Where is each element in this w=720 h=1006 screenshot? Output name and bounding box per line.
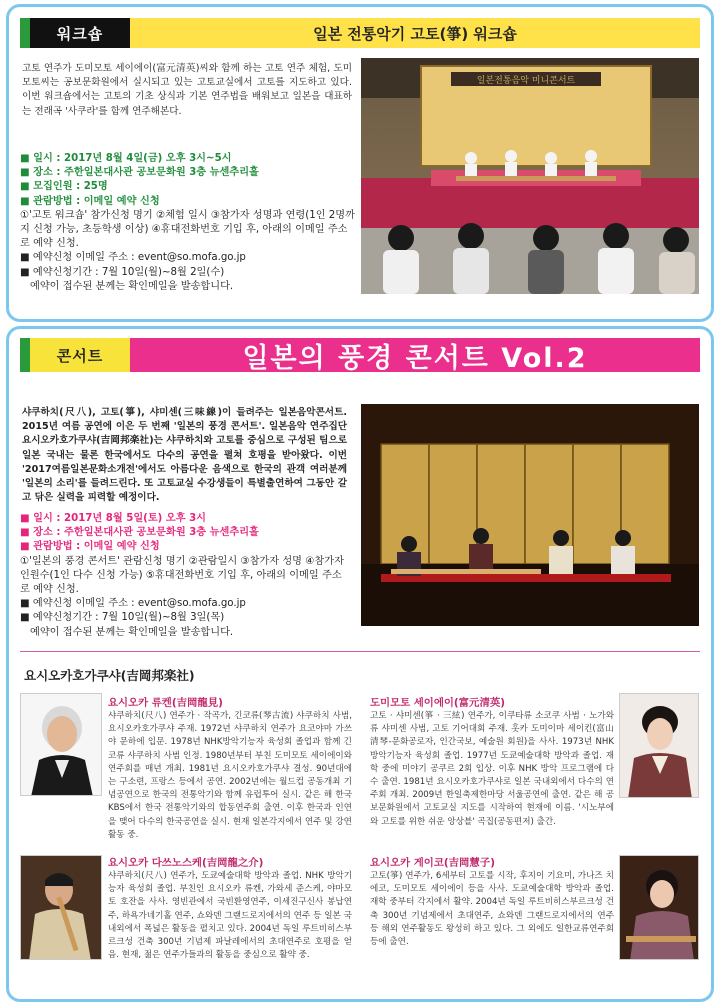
koto-class-photo bbox=[361, 58, 699, 294]
concert-steps: ①'일본의 풍경 콘서트' 관람신청 명기 ②관람일시 ③참가자 성명 ④참가자 인원수(1인 다수 신청 가능) ⑤휴대전화번호 기입 후, 아래의 이메일 주소로 예약 신청. bbox=[20, 555, 344, 596]
member-bio-ryuken: 샤쿠하치(尺八) 연주가 · 작곡가, 긴코류(琴古流) 샤쿠하치 사범, 요시오카호가쿠샤 주재. 1972년 샤쿠하치 연주가 요코야마 가쓰야 문하에 입문. 1978년 NHK방악기능자 육성회 졸업과 함께 긴코류 샤쿠하치 사범 인정. 1980년부터 부친 도미모토 세이에이와 연주회를 매년 개최. 1981년 요시오카호가쿠샤 결성. 90년대에는 구소련, 프랑스 등에서 공연. 2002년에는 월드컵 공동개최 기념공연으로 한국의 전통악기와 함께 유럽투어 실시. 같은 해 한국 KBS에서 한국 전통악기와의 합동연주회 출연. 이후 한국과 인연을 맺어 다수의 한국공연을 실시. 현재 일본각지에서 연주 및 강연활동 중. bbox=[108, 711, 352, 840]
concert-email: ■ 예약신청 이메일 주소 : event@so.mofa.go.jp bbox=[20, 598, 246, 610]
workshop-note: 예약이 접수된 분께는 확인메일을 발송합니다. bbox=[30, 280, 234, 292]
member-name-seiei: 도미모토 세이에이(富元清英) bbox=[370, 697, 505, 709]
workshop-steps: ①'고토 워크숍' 참가신청 명기 ②체험 일시 ③참가자 성명과 연령(1인 2명까지 신청 가능, 초등학생 이상) ④휴대전화번호 기입 후, 아래의 이메일 주소로 예약 신청. bbox=[20, 209, 355, 250]
workshop-info bbox=[20, 152, 355, 294]
concert-method: ■ 관람방법 : 이메일 예약 신청 bbox=[20, 541, 160, 553]
concert-period: ■ 예약신청기간 : 7월 10일(월)~8월 3일(목) bbox=[20, 612, 225, 624]
member-name-keiko: 요시오카 게이코(吉岡慧子) bbox=[370, 857, 495, 869]
workshop-period: ■ 예약신청기간 : 7월 10일(월)~8월 2일(수) bbox=[20, 266, 225, 278]
workshop-photo bbox=[361, 58, 699, 294]
yoshioka-ryuken-photo bbox=[20, 693, 102, 796]
workshop-email: ■ 예약신청 이메일 주소 : event@so.mofa.go.jp bbox=[20, 252, 246, 264]
yoshioka-keiko-photo bbox=[619, 855, 699, 960]
member-bio-tatsunosuke: 샤쿠하치(尺八) 연주가, 도쿄예술대학 방악과 졸업. NHK 방악기능자 육성회 졸업. 부친인 요시오카 류켄, 가와세 준스케, 야마모토 호잔을 사사. 영빈관에서 국빈환영연주, 이세진구신사 봉납연주, 하욕가네기홀 연주, 쇼와덴 그랜드로지에서의 연주 등 일본 국내외에서 폭넓은 활동을 펼치고 있다. 2004년 독일 루트비히스부르크성 건축 300년 기념제 파날레에서의 초대연주로 호평을 얻음. 현재, 젊은 연주가들과의 활동을 중심으로 활약 중. bbox=[108, 871, 352, 961]
concert-title: 일본의 풍경 콘서트 Vol.2 bbox=[130, 338, 700, 372]
concert-note: 예약이 접수된 분께는 확인메일을 발송합니다. bbox=[30, 626, 234, 638]
member-bio-seiei: 고토 · 샤미센(箏 · 三絃) 연주가, 이쿠타류 소코쿠 사범 · 노가와류 샤미센 사범, 고토 기어대회 주재. 홋카 도미이마 세이킨(富山清琴-문화공로자, 인간국보, 예술원 회원)을 사사. 1973년 NHK방악기능자 육성회 졸업. 1977년 도쿄예술대학 방악과 졸업. 재학 중에 미야기 공쿠르 2회 입상. 이후 NHK 방악 프로그램에 다수 출연. 1981년 요시오카호가쿠샤로 일본 국내외에서 다수의 연주회 개최. 2009년 한일축제한마당 서울공연에 출연. 같은 해 공보문화원에서 고토교실 지도를 시작하여 현재에 이름. '시노부에와 고토를 위한 쉬운 앙상블' 곡집(공동편저) 출간. bbox=[370, 711, 614, 827]
concert-venue: ■ 장소 : 주한일본대사관 공보문화원 3층 뉴센추리홀 bbox=[20, 527, 259, 539]
concert-date: ■ 일시 : 2017년 8월 5일(토) 오후 3시 bbox=[20, 513, 207, 524]
workshop-venue: ■ 장소 : 주한일본대사관 공보문화원 3층 뉴센추리홀 bbox=[20, 167, 259, 179]
concert-tag: 콘서트 bbox=[20, 338, 130, 372]
workshop-description: 고토 연주가 도미모토 세이에이(富元清英)씨와 함께 하는 고토 연주 체험, 도미모토씨는 공보문화원에서 실시되고 있는 고토교실에서 고토를 지도하고 있다. 이번 워크숍에서는 고토의 기초 상식과 기본 연주법을 배워보고 일본을 대표하는 전래곡 '사쿠라'를 함께 연주해본다. bbox=[22, 63, 352, 117]
member-name-tatsunosuke: 요시오카 다쓰노스케(吉岡龍之介) bbox=[108, 857, 264, 869]
concert-stage-photo bbox=[361, 404, 699, 626]
workshop-recruit: ■ 모집인원 : 25명 bbox=[20, 181, 108, 193]
workshop-title: 일본 전통악기 고토(箏) 워크숍 bbox=[130, 18, 700, 48]
workshop-date: ■ 일시 : 2017년 8월 4일(금) 오후 3시~5시 bbox=[20, 153, 232, 164]
concert-description: 샤쿠하치(尺八), 고토(箏), 샤미센(三味線)이 들려주는 일본음악콘서트. 2015년 여름 공연에 이은 두 번째 '일본의 풍경 콘서트'. 일본음악 연주집단 요시오카호가쿠샤(吉岡邦楽社)는 샤쿠하치와 고토를 중심으로 구성된 팀으로 일본 국내는 물론 한국에서도 다수의 공연을 펼쳐 호평을 받아왔다. 이번 '2017여름일본문화소개전'에서도 아름다운 음색으로 한국의 관객 여러분께 '일본의 소리'를 들려드린다. 또 고토교실 수강생들이 특별출연하여 그동안 갈고 닦은 실력을 피력할 예정이다. bbox=[22, 407, 347, 504]
workshop-tag: 워크숍 bbox=[20, 18, 130, 48]
tomimoto-seiei-photo bbox=[619, 693, 699, 798]
concert-info bbox=[20, 512, 350, 640]
concert-photo bbox=[361, 404, 699, 626]
members-title: 요시오카호가쿠샤(吉岡邦楽社) bbox=[24, 668, 195, 683]
workshop-method: ■ 관람방법 : 이메일 예약 신청 bbox=[20, 195, 160, 207]
member-name-ryuken: 요시오카 류켄(吉岡龍見) bbox=[108, 697, 223, 709]
member-bio-keiko: 고토(箏) 연주가, 6세부터 고토를 시작, 후지이 기요미, 가나즈 치에코, 도미모토 세이에이 등을 사사. 도쿄예술대학 방악과 졸업. 재학 중부터 각지에서 활약. 2004년 독일 루트비히스부르크성 건축 300년 기념제에서 초대연주, 쇼와덴 그랜드로지에서의 연주 등 해외 연주활동도 왕성히 하고 있다. 그 외에도 일한교류연주회 등에 출연. bbox=[370, 871, 614, 948]
yoshioka-tatsunosuke-photo bbox=[20, 855, 102, 960]
photo-banner: 일본전통음악 미니콘서트 bbox=[476, 76, 576, 86]
members-divider bbox=[20, 651, 700, 652]
